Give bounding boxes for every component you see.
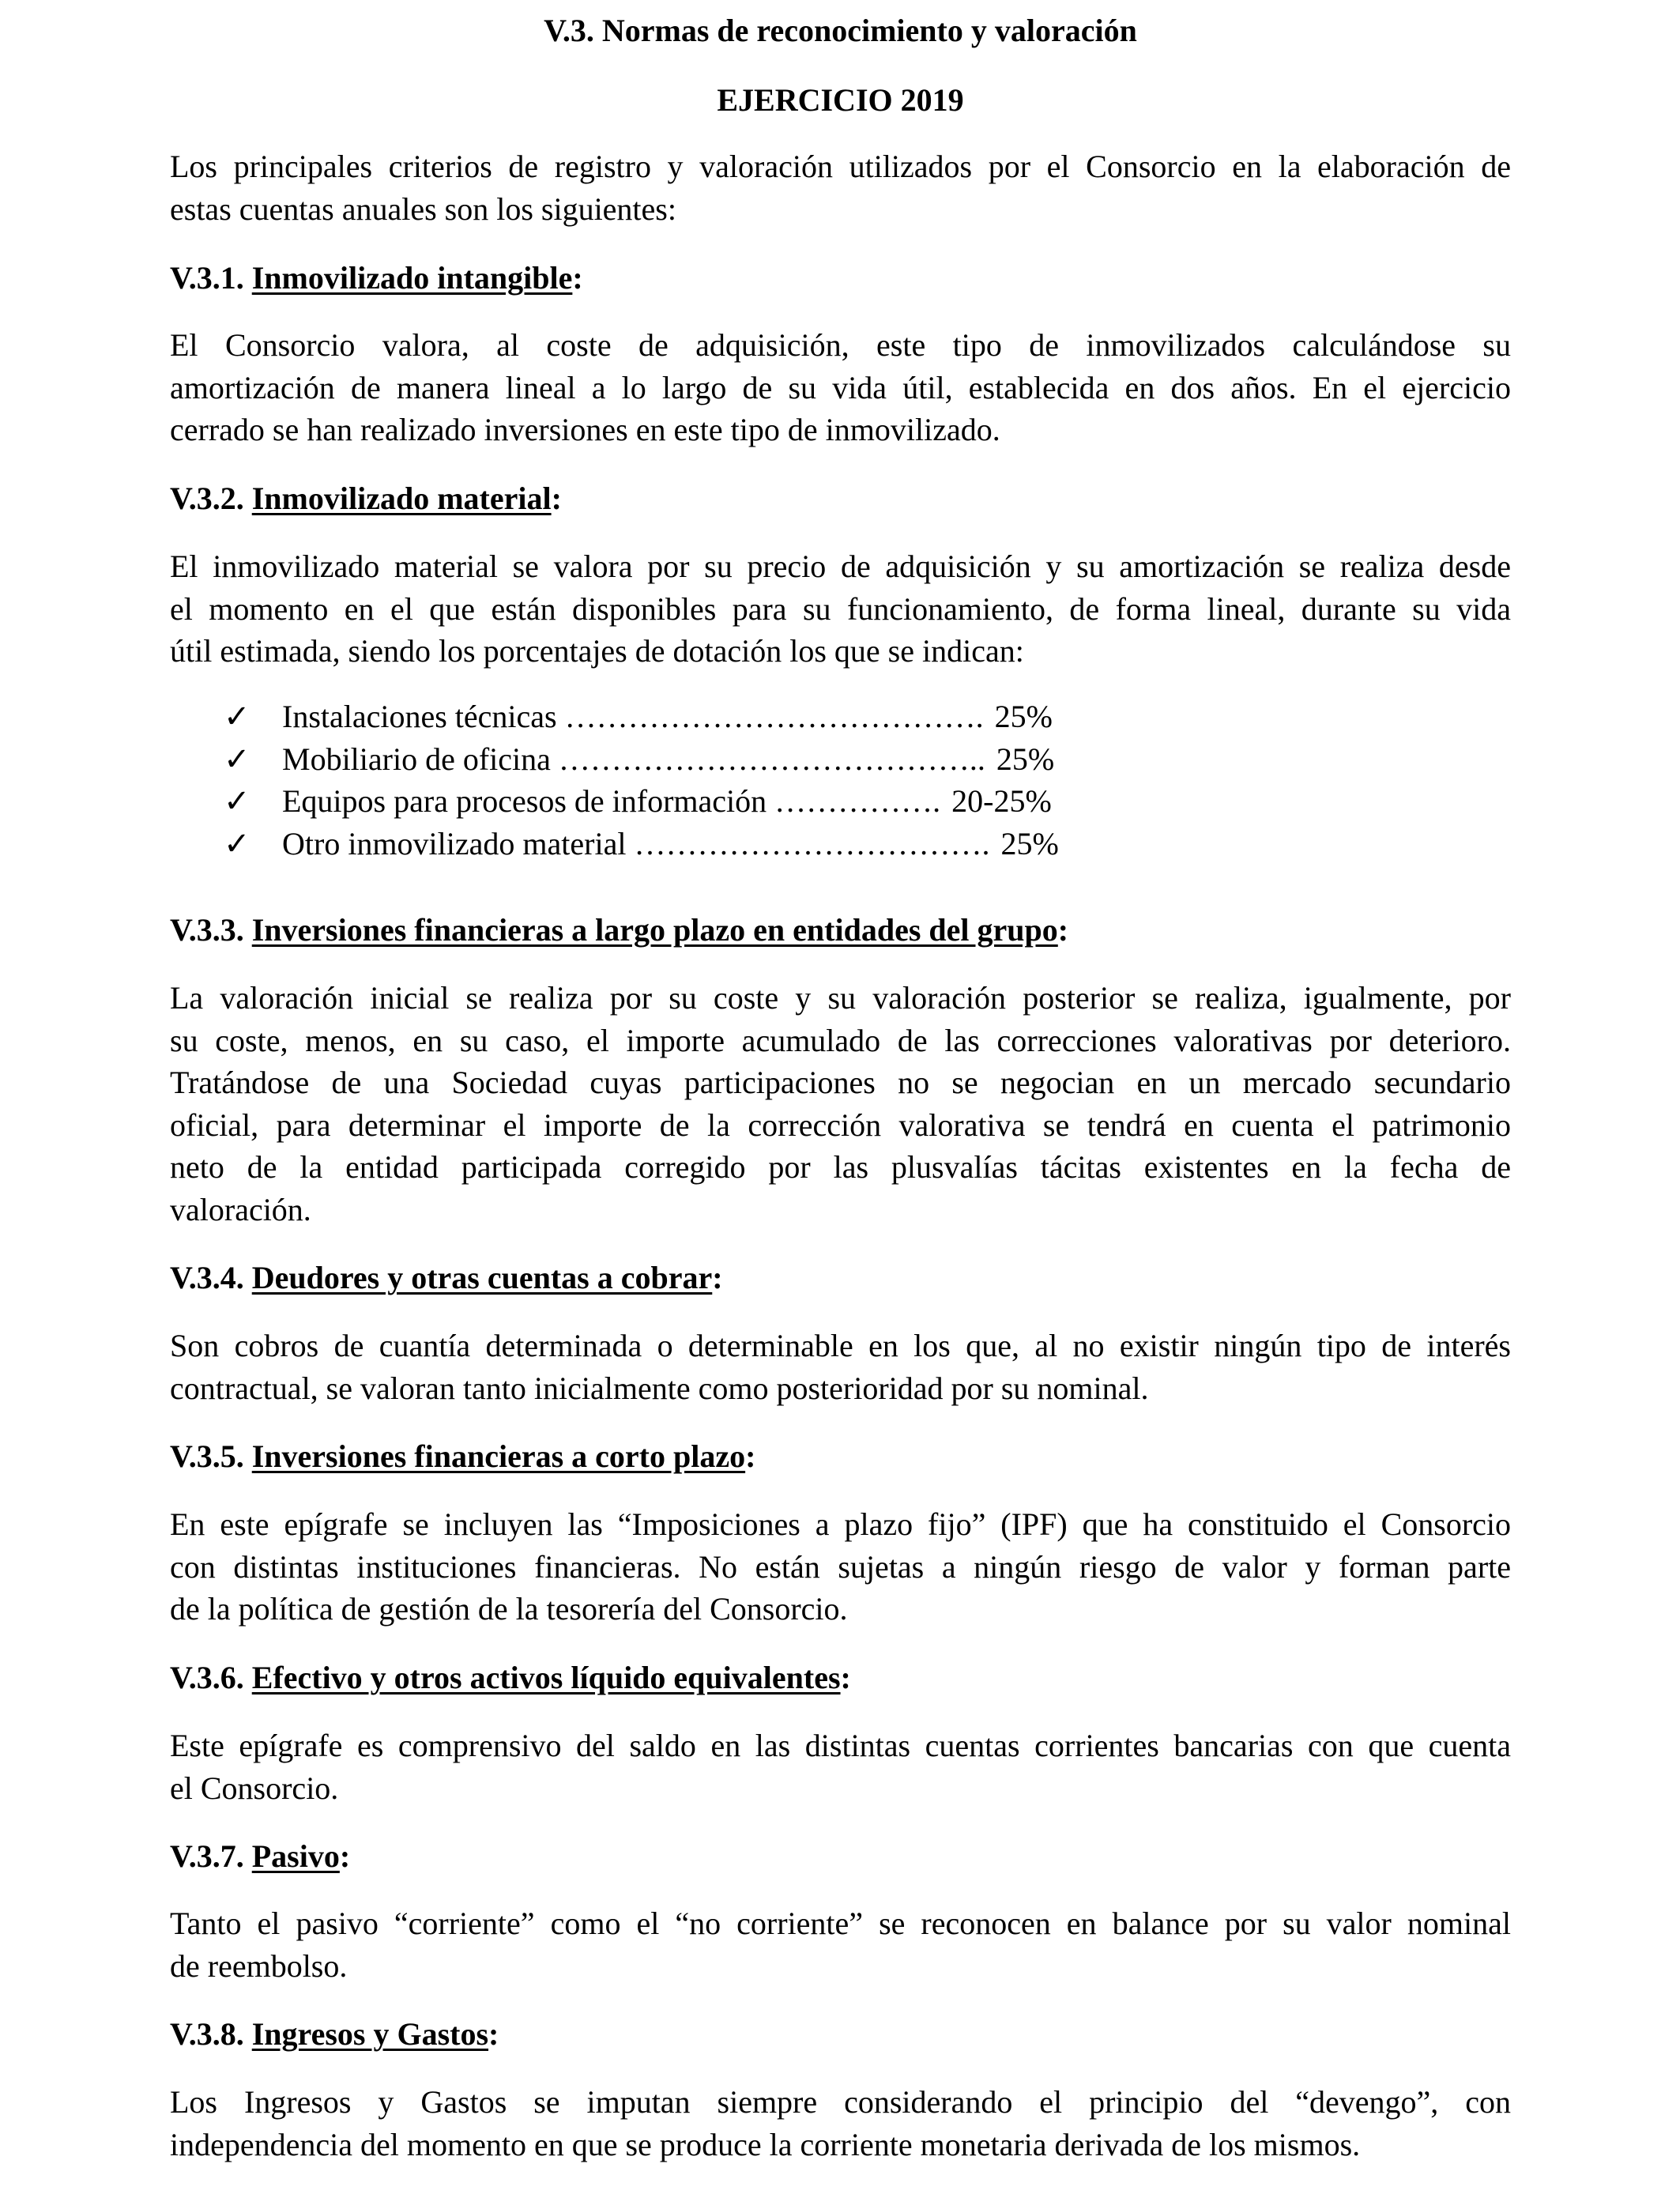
section-heading-3-3: V.3.3. Inversiones financieras a largo plazo en entidades del grupo: bbox=[170, 912, 1069, 948]
section-paragraph-3-6 bbox=[170, 1725, 1511, 1809]
section-number: V.3.8. bbox=[170, 2016, 244, 2052]
check-icon: ✓ bbox=[224, 825, 250, 861]
text-line: neto de la entidad participada corregido por las plusvalías tácitas existentes en la fecha de bbox=[170, 1149, 1511, 1185]
section-title: Inversiones financieras a largo plazo en entidades del grupo bbox=[251, 912, 1058, 948]
section-number: V.3.3. bbox=[170, 912, 244, 948]
check-icon: ✓ bbox=[224, 699, 250, 734]
text-line: El Consorcio valora, al coste de adquisición, este tipo de inmovilizados calculándose su bbox=[170, 327, 1511, 363]
text-line: útil estimada, siendo los porcentajes de dotación los que se indican: bbox=[170, 633, 1024, 669]
section-number: V.3.7. bbox=[170, 1838, 244, 1874]
text-line: Tratándose de una Sociedad cuyas participaciones no se negocian en un mercado secundario bbox=[170, 1065, 1511, 1100]
section-paragraph-3-5 bbox=[170, 1503, 1511, 1630]
text-line: valoración. bbox=[170, 1191, 311, 1227]
text-line: el Consorcio. bbox=[170, 1770, 339, 1806]
section-heading-3-5: V.3.5. Inversiones financieras a corto plazo: bbox=[170, 1438, 756, 1474]
check-icon: ✓ bbox=[224, 741, 250, 777]
intro-paragraph bbox=[170, 145, 1511, 230]
section-number: V.3.2. bbox=[170, 481, 244, 516]
list-item: ✓ Mobiliario de oficina ………………………………….. 25% bbox=[224, 738, 1059, 781]
depreciation-rate-list bbox=[224, 696, 1059, 865]
text-line: su coste, menos, en su caso, el importe acumulado de las correcciones valorativas por deterioro. bbox=[170, 1022, 1511, 1058]
text-line: amortización de manera lineal a lo largo de su vida útil, establecida en dos años. En el ejercicio bbox=[170, 369, 1511, 405]
text-line: Los Ingresos y Gastos se imputan siempre considerando el principio del “devengo”, con bbox=[170, 2084, 1511, 2120]
section-paragraph-3-2 bbox=[170, 545, 1511, 673]
section-number: V.3.4. bbox=[170, 1260, 244, 1295]
text-line: independencia del momento en que se produce la corriente monetaria derivada de los mismos. bbox=[170, 2126, 1361, 2162]
text-line: de reembolso. bbox=[170, 1947, 348, 1984]
section-title: Deudores y otras cuentas a cobrar bbox=[251, 1260, 713, 1295]
rate-value: 25% bbox=[996, 741, 1055, 777]
text-line: cerrado se han realizado inversiones en este tipo de inmovilizado. bbox=[170, 412, 1000, 447]
section-title: Inmovilizado intangible bbox=[251, 260, 573, 296]
section-title: Pasivo bbox=[251, 1838, 340, 1874]
text-line: de la política de gestión de la tesorería del Consorcio. bbox=[170, 1591, 848, 1627]
text-line: el momento en el que están disponibles para su funcionamiento, de forma lineal, durante su vida bbox=[170, 590, 1511, 627]
text-line: Los principales criterios de registro y valoración utilizados por el Consorcio en la elaboración de bbox=[170, 149, 1511, 184]
text-line: La valoración inicial se realiza por su coste y su valoración posterior se realiza, igualmente, por bbox=[170, 980, 1511, 1016]
page-subtitle: EJERCICIO 2019 bbox=[717, 82, 964, 118]
text-line: Tanto el pasivo “corriente” como el “no corriente” se reconocen en balance por su valor nominal bbox=[170, 1906, 1511, 1941]
text-line: Son cobros de cuantía determinada o determinable en los que, al no existir ningún tipo de interés bbox=[170, 1328, 1511, 1363]
section-title: Efectivo y otros activos líquido equivalentes bbox=[251, 1660, 841, 1695]
rate-value: 25% bbox=[994, 699, 1053, 734]
section-heading-3-8: V.3.8. Ingresos y Gastos: bbox=[170, 2016, 499, 2052]
text-line: estas cuentas anuales son los siguientes: bbox=[170, 190, 676, 227]
section-paragraph-3-1 bbox=[170, 324, 1511, 451]
text-line: oficial, para determinar el importe de la corrección valorativa se tendrá en cuenta el patrimonio bbox=[170, 1106, 1511, 1143]
list-item: ✓ Equipos para procesos de información ……………. 20-25% bbox=[224, 780, 1059, 823]
rate-value: 25% bbox=[1000, 825, 1059, 861]
section-number: V.3.5. bbox=[170, 1438, 244, 1474]
section-heading-3-6: V.3.6. Efectivo y otros activos líquido equivalentes: bbox=[170, 1660, 851, 1695]
section-heading-3-4: V.3.4. Deudores y otras cuentas a cobrar: bbox=[170, 1260, 723, 1295]
section-paragraph-3-8 bbox=[170, 2081, 1511, 2166]
section-paragraph-3-7 bbox=[170, 1902, 1511, 1987]
section-heading-3-1: V.3.1. Inmovilizado intangible: bbox=[170, 260, 583, 296]
check-icon: ✓ bbox=[224, 783, 250, 819]
section-paragraph-3-4 bbox=[170, 1325, 1511, 1409]
list-item: ✓ Instalaciones técnicas …………………………………. 25% bbox=[224, 696, 1059, 738]
section-number: V.3.6. bbox=[170, 1660, 244, 1695]
section-heading-3-2: V.3.2. Inmovilizado material: bbox=[170, 481, 562, 516]
rate-value: 20-25% bbox=[951, 783, 1052, 819]
section-paragraph-3-3 bbox=[170, 977, 1511, 1231]
section-title: Ingresos y Gastos bbox=[251, 2016, 489, 2052]
text-line: contractual, se valoran tanto inicialmente como posterioridad por su nominal. bbox=[170, 1370, 1149, 1406]
text-line: El inmovilizado material se valora por su precio de adquisición y su amortización se realiza desde bbox=[170, 548, 1511, 584]
text-line: Este epígrafe es comprensivo del saldo en las distintas cuentas corrientes bancarias con que cuenta bbox=[170, 1728, 1511, 1763]
text-line: con distintas instituciones financieras. No están sujetas a ningún riesgo de valor y forman parte bbox=[170, 1548, 1511, 1585]
section-heading-3-7: V.3.7. Pasivo: bbox=[170, 1838, 351, 1874]
list-item: ✓ Otro inmovilizado material ……………………………. 25% bbox=[224, 823, 1059, 865]
section-title: Inversiones financieras a corto plazo bbox=[251, 1438, 746, 1474]
section-number: V.3.1. bbox=[170, 260, 244, 296]
page-title: V.3. Normas de reconocimiento y valoración bbox=[544, 13, 1137, 48]
section-title: Inmovilizado material bbox=[251, 481, 552, 516]
text-line: En este epígrafe se incluyen las “Imposiciones a plazo fijo” (IPF) que ha constituido el Consorcio bbox=[170, 1506, 1511, 1542]
